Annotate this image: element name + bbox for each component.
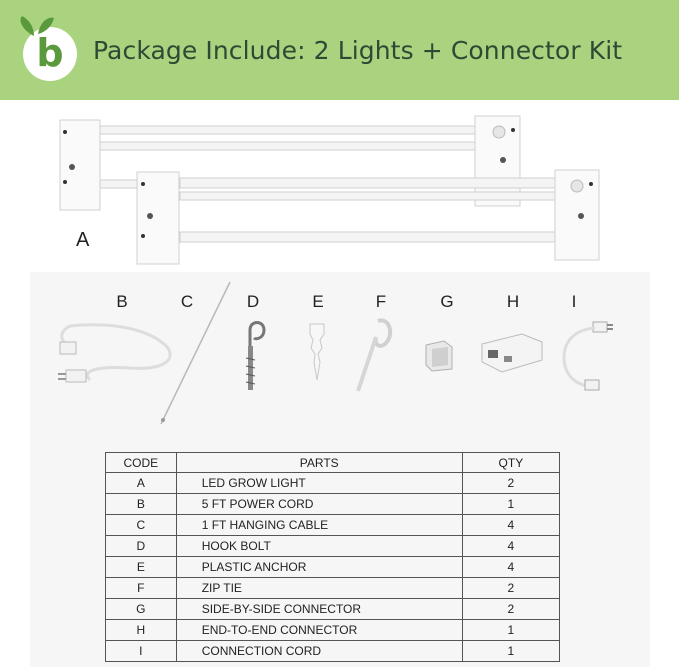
hook-bolt-icon <box>232 318 272 398</box>
part-f-label: F <box>375 292 387 311</box>
table-row <box>106 473 560 494</box>
table-row <box>106 536 560 557</box>
part-i-label: I <box>571 292 577 311</box>
cell-code: F <box>106 578 177 599</box>
grow-light-front <box>137 170 599 264</box>
cell-qty: 2 <box>462 578 559 599</box>
zip-tie-icon <box>350 315 400 397</box>
cell-code: H <box>106 620 177 641</box>
table-row <box>106 494 560 515</box>
table-row <box>106 599 560 620</box>
cell-part: CONNECTION CORD <box>176 641 462 662</box>
hanging-cable-icon <box>155 280 235 430</box>
parts-table <box>105 452 560 662</box>
column-header-qty: QTY <box>462 453 559 473</box>
table-row <box>106 641 560 662</box>
cell-part: PLASTIC ANCHOR <box>176 557 462 578</box>
brand-logo-icon <box>12 14 84 86</box>
logo-letter: b <box>36 31 64 75</box>
table-row <box>106 620 560 641</box>
cell-qty: 4 <box>462 536 559 557</box>
cell-part: 5 FT POWER CORD <box>176 494 462 515</box>
cell-code: B <box>106 494 177 515</box>
plastic-anchor-icon <box>302 320 332 390</box>
header-banner <box>0 0 679 100</box>
part-b-label: B <box>116 292 128 311</box>
cell-qty: 1 <box>462 641 559 662</box>
cell-code: I <box>106 641 177 662</box>
cell-code: D <box>106 536 177 557</box>
cell-qty: 4 <box>462 515 559 536</box>
cell-qty: 2 <box>462 599 559 620</box>
page-title: Package Include: 2 Lights + Connector Kit <box>93 36 623 65</box>
column-header-code: CODE <box>106 453 177 473</box>
part-c-label: C <box>180 292 194 311</box>
table-row <box>106 557 560 578</box>
part-e-label: E <box>312 292 324 311</box>
cell-part: ZIP TIE <box>176 578 462 599</box>
table-row <box>106 578 560 599</box>
table-row <box>106 515 560 536</box>
column-header-parts: PARTS <box>176 453 462 473</box>
part-g-label: G <box>440 292 454 311</box>
part-a-label: A <box>76 229 90 251</box>
cell-code: A <box>106 473 177 494</box>
part-h-label: H <box>506 292 520 311</box>
cell-qty: 1 <box>462 620 559 641</box>
cell-part: END-TO-END CONNECTOR <box>176 620 462 641</box>
cell-part: HOOK BOLT <box>176 536 462 557</box>
side-by-side-connector-icon <box>420 335 460 375</box>
cell-code: G <box>106 599 177 620</box>
cell-part: LED GROW LIGHT <box>176 473 462 494</box>
cell-qty: 4 <box>462 557 559 578</box>
connection-cord-icon <box>555 318 615 398</box>
cell-part: SIDE-BY-SIDE CONNECTOR <box>176 599 462 620</box>
cell-code: C <box>106 515 177 536</box>
cell-code: E <box>106 557 177 578</box>
cell-qty: 1 <box>462 494 559 515</box>
table-header-row <box>106 453 560 473</box>
cell-qty: 2 <box>462 473 559 494</box>
end-to-end-connector-icon <box>478 330 548 375</box>
led-grow-lights-image <box>55 112 615 272</box>
cell-part: 1 FT HANGING CABLE <box>176 515 462 536</box>
part-d-label: D <box>246 292 260 311</box>
